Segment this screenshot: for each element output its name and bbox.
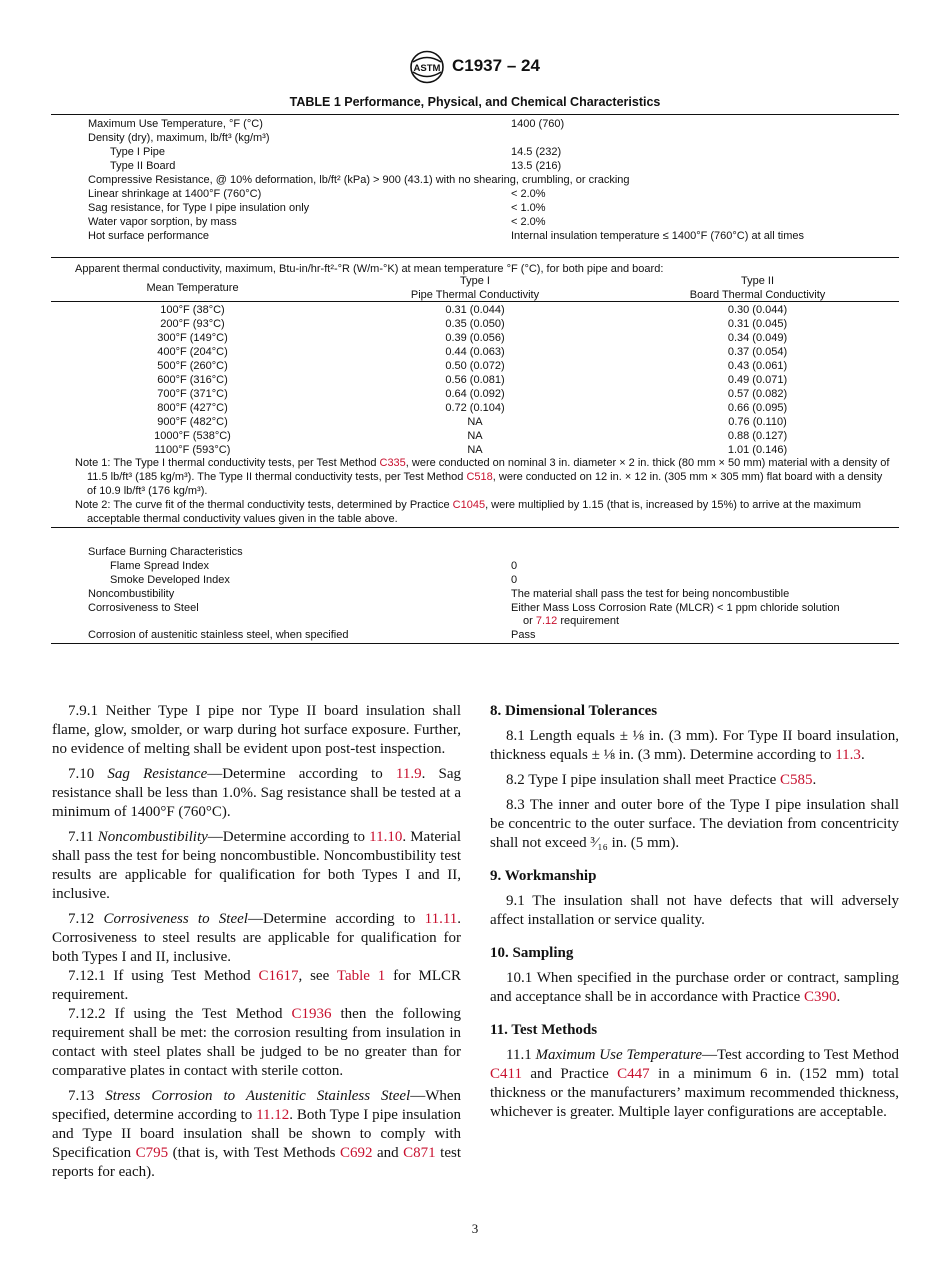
table-cell-board: 0.37 (0.054): [727, 346, 788, 358]
table-cell-pipe: 0.72 (0.104): [445, 402, 505, 414]
table-divider: [51, 527, 899, 528]
link-c411[interactable]: C411: [490, 1066, 522, 1082]
paragraph-8-3: 8.3 The inner and outer bore of the Type I pipe insulation shall be concentric to the outer surface. The deviation from concentricity shall not exceed ³⁄₁₆ in. (5 mm).: [490, 797, 899, 851]
page-header: [0, 50, 950, 84]
table-cell-pipe: 0.56 (0.081): [445, 374, 505, 386]
link-c795[interactable]: C795: [135, 1145, 169, 1161]
section-heading-11: 11. Test Methods: [490, 1022, 598, 1038]
table-cell-temp: 900°F (482°C): [157, 416, 228, 428]
table-note-1: Note 1: The Type I thermal conductivity tests, per Test Method C335, were conducted on nominal 3 in. diameter × 2 in. thick (80 mm × 50 mm) material with a density of 11.5 lb/ft³ (185 kg/m³). The Type II thermal conductivity tests, per Test Method C518, were conducted on 12 in. × 12 in. (305 mm × 305 mm) flat board with a density of 10.9 lb/ft³ (176 kg/m³).: [75, 457, 890, 497]
svg-text:ASTM: ASTM: [413, 63, 441, 74]
table-cell-pipe: 0.44 (0.063): [445, 346, 505, 358]
link-c871[interactable]: C871: [403, 1145, 436, 1161]
link-11-9[interactable]: 11.9: [395, 766, 422, 782]
section-heading-10: 10. Sampling: [490, 945, 574, 961]
table-cell-board: 0.66 (0.095): [727, 402, 788, 414]
link-11-11[interactable]: 11.11: [424, 911, 458, 927]
table-row: [0, 373, 950, 387]
link-c1936[interactable]: C1936: [291, 1006, 332, 1022]
table-cell-board: 0.30 (0.044): [727, 304, 788, 316]
table-cell-board: 0.76 (0.110): [728, 416, 787, 428]
link-c335[interactable]: C335: [379, 457, 406, 469]
link-c692[interactable]: C692: [340, 1145, 373, 1161]
table-row: [0, 387, 950, 401]
standard-designation: C1937 – 24: [452, 56, 540, 75]
link-c390[interactable]: C390: [804, 989, 837, 1005]
paragraph-11-1: 11.1 Maximum Use Temperature—Test according to Test Method C411 and Practice C447 in a minimum 6 in. (152 mm) total thickness or the manufacturers’ maximum recommended thickness, whichever is greater. Multiple layer configurations are acceptable.: [490, 1047, 899, 1120]
paragraph-7-13: 7.13 Stress Corrosion to Austenitic Stainless Steel—When specified, determine according to 11.12. Both Type I pipe insulation and Type II board insulation shall be shown to comply with Specification C795 (that is, with Test Methods C692 and C871 test reports for each).: [52, 1088, 462, 1180]
section-heading-9: 9. Workmanship: [490, 868, 597, 884]
astm-logo-icon: [409, 50, 445, 84]
table-row: [0, 359, 950, 373]
table-cell-board: 1.01 (0.146): [727, 444, 788, 456]
table-note-2: Note 2: The curve fit of the thermal conductivity tests, determined by Practice C1045, were multiplied by 1.15 (that is, increased by 15%) to arrive at the maximum acceptable thermal conductivity values given in the table above.: [75, 499, 862, 525]
paragraph-10-1: 10.1 When specified in the purchase order or contract, sampling and acceptance shall be in accordance with Practice C390.: [490, 970, 899, 1005]
link-c1617[interactable]: C1617: [258, 968, 299, 984]
table-cell-pipe: 0.50 (0.072): [445, 360, 505, 372]
paragraph-7-12-1: 7.12.1 If using Test Method C1617, see Table 1 for MLCR requirement.: [52, 968, 462, 1003]
paragraph-7-12: 7.12 Corrosiveness to Steel—Determine according to 11.11. Corrosiveness to steel results are applicable for qualification for both Types I and II, inclusive.: [52, 911, 462, 965]
table-cell-pipe: NA: [467, 444, 483, 456]
table-cell-pipe: 0.35 (0.050): [445, 318, 505, 330]
link-11-3[interactable]: 11.3: [835, 747, 861, 763]
table-cell-board: 0.49 (0.071): [727, 374, 788, 386]
table-cell-board: 0.88 (0.127): [727, 430, 788, 442]
link-11-12[interactable]: 11.12: [256, 1107, 290, 1123]
paragraph-7-11: 7.11 Noncombustibility—Determine according to 11.10. Material shall pass the test for being noncombustible. Noncombustibility test results are applicable for qualification for both Types I and II, inclusive.: [52, 829, 462, 902]
paragraph-7-10: 7.10 Sag Resistance—Determine according to 11.9. Sag resistance shall be less than 1.0%. Sag resistance shall be tested at a minimum of 1400°F (760°C).: [52, 766, 461, 820]
table-cell-pipe: 0.31 (0.044): [445, 304, 505, 316]
table-row: [0, 345, 950, 359]
table-cell-pipe: NA: [467, 416, 483, 428]
paragraph-9-1: 9.1 The insulation shall not have defects that will adversely affect installation or service quality.: [490, 893, 899, 928]
table-cell-temp: 800°F (427°C): [157, 402, 228, 414]
table-divider: [51, 257, 899, 258]
link-11-10[interactable]: 11.10: [369, 829, 403, 845]
table-row: [0, 303, 950, 317]
link-c518[interactable]: C518: [466, 471, 493, 483]
link-c1045[interactable]: C1045: [452, 499, 486, 511]
table-cell-board: 0.57 (0.082): [727, 388, 788, 400]
paragraph-7-12-2: 7.12.2 If using the Test Method C1936 then the following requirement shall be met: the corrosion resulting from insulation in contact with steel plates shall be judged to be no greater than for comparative plates in contact with sterile cotton.: [52, 1006, 461, 1079]
table-row: [0, 415, 950, 429]
paragraph-7-9-1: 7.9.1 Neither Type I pipe nor Type II board insulation shall flame, glow, smolder, or warp during hot surface exposure. Further, no evidence of melting shall be evident upon post-test inspection.: [52, 703, 461, 757]
table-cell-temp: 500°F (260°C): [157, 360, 228, 372]
table-cell-board: 0.34 (0.049): [727, 332, 788, 344]
table-cell-pipe: NA: [467, 430, 483, 442]
link-7-12[interactable]: 7.12: [535, 615, 558, 627]
table-cell-temp: 1000°F (538°C): [154, 430, 231, 442]
table-row: [0, 429, 950, 443]
page-number: 3: [471, 1221, 479, 1236]
table-cell-temp: 1100°F (593°C): [154, 444, 231, 456]
body-left-column: [52, 702, 461, 1188]
table-cell-pipe: 0.39 (0.056): [445, 332, 505, 344]
table-cell-board: 0.31 (0.045): [727, 318, 788, 330]
table-row: [0, 331, 950, 345]
link-c585[interactable]: C585: [780, 772, 813, 788]
table-cell-temp: 100°F (38°C): [160, 304, 225, 316]
thermal-col-header-bottom: Pipe Thermal Conductivity Board Thermal Conductivity: [410, 289, 826, 301]
thermal-col-header-top: Type I Type II: [460, 275, 775, 287]
table-cell-temp: 200°F (93°C): [160, 318, 225, 330]
link-c447[interactable]: C447: [617, 1066, 650, 1082]
table-cell-temp: 700°F (371°C): [157, 388, 228, 400]
table-cell-board: 0.43 (0.061): [727, 360, 788, 372]
table-top-rule: [51, 114, 899, 115]
section-heading-8: 8. Dimensional Tolerances: [490, 703, 658, 719]
table-cell-temp: 400°F (204°C): [157, 346, 228, 358]
paragraph-8-1: 8.1 Length equals ± ⅛ in. (3 mm). For Type II board insulation, thickness equals ± ⅛ in. (3 mm). Determine according to 11.3.: [490, 728, 899, 763]
table-row: [0, 401, 950, 415]
table-cell-temp: 300°F (149°C): [157, 332, 228, 344]
table-cell-temp: 600°F (316°C): [157, 374, 228, 386]
paragraph-8-2: 8.2 Type I pipe insulation shall meet Practice C585.: [506, 772, 817, 788]
table-title: TABLE 1 Performance, Physical, and Chemical Characteristics: [289, 95, 661, 109]
thermal-header-rule: [51, 301, 899, 302]
thermal-col-header-mean: Mean Temperature: [146, 282, 239, 294]
table-cell-pipe: 0.64 (0.092): [445, 388, 505, 400]
table-row: [0, 443, 950, 457]
link-table-1[interactable]: Table 1: [336, 968, 386, 984]
thermal-heading: Apparent thermal conductivity, maximum, Btu-in/hr-ft²-°R (W/m-°K) at mean temperature °F (°C), for both pipe and board:: [75, 263, 664, 275]
table-row: [0, 317, 950, 331]
table-bottom-rule: [51, 643, 899, 644]
body-right-column: [490, 702, 899, 1128]
